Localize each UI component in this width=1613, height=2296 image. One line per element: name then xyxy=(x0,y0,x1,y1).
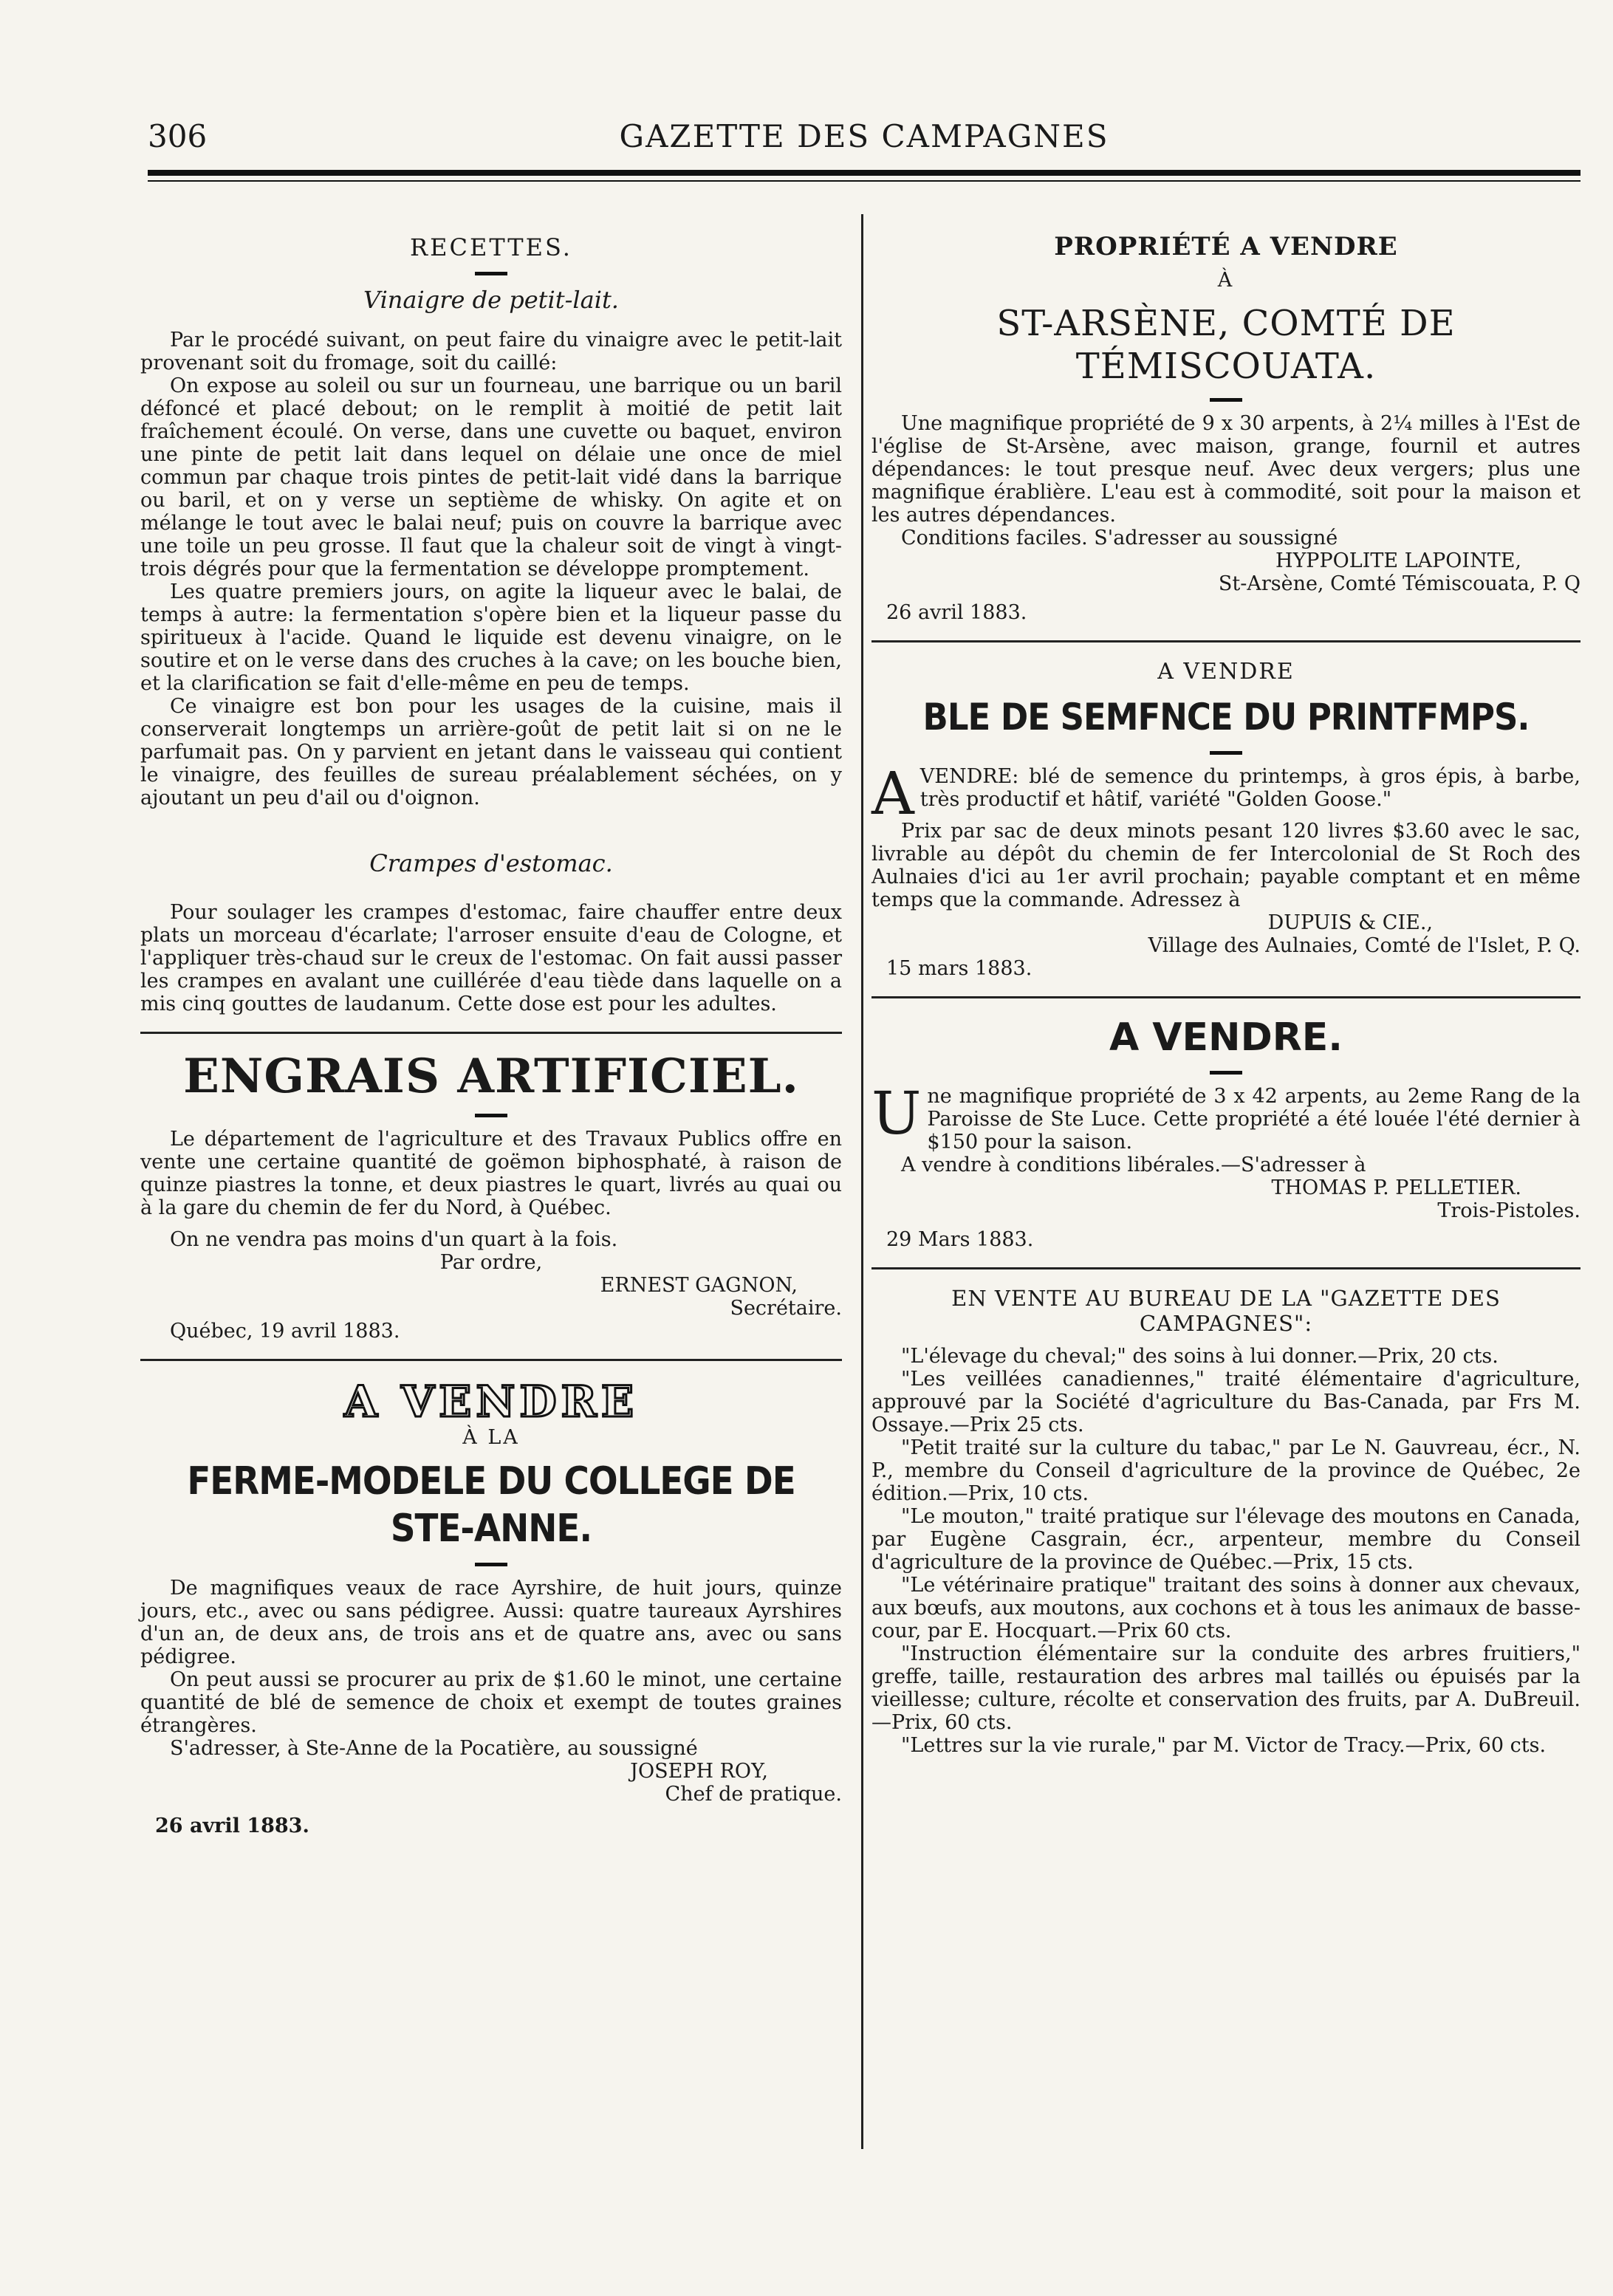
ble-dropcap: A xyxy=(871,759,914,828)
divider-dash xyxy=(1210,751,1242,755)
propriete-section xyxy=(871,232,1581,624)
bureau-item: "L'élevage du cheval;" des soins à lui donner.—Prix, 20 cts. xyxy=(901,1345,1499,1368)
ferme-sub: À LA xyxy=(462,1426,520,1449)
right-column xyxy=(871,222,1581,1757)
bureau-item: "Petit traité sur la culture du tabac," par Le N. Gauvreau, écr., N. P., membre du Conseil d'agriculture de la province de Québec, 2e édition.—Prix, 10 cts. xyxy=(871,1436,1581,1505)
bureau-item: "Le vétérinaire pratique" traitant des soins à donner aux chevaux, aux bœufs, aux moutons, aux cochons et à tous les animaux de basse-cour, par E. Hocquart.—Prix 60 cts. xyxy=(871,1574,1581,1642)
avendre-signer: THOMAS P. PELLETIER. xyxy=(1271,1176,1521,1199)
engrais-paragraph: Le département de l'agriculture et des Travaux Publics offre en vente une certaine quantité de goëmon biphosphaté, à raison de quinze piastres la tonne, et deux piastres le quart, livrés au quai ou à la gare du chemin de fer du Nord, à Québec. xyxy=(140,1128,842,1219)
ferme-heading: A VENDRE xyxy=(343,1377,639,1427)
crampes-paragraph: Pour soulager les crampes d'estomac, faire chauffer entre deux plats un morceau d'écarlate; l'arroser ensuite d'eau de Cologne, et l'appliquer très-chaud sur le creux de l'estomac. On fait aussi passer les crampes en avalant une cuillérée d'eau tiède dans laquelle on a mis cinq gouttes de laudanum. Cette dose est pour les adultes. xyxy=(140,901,842,1015)
ferme-paragraph: On peut aussi se procurer au prix de $1.60 le minot, une certaine quantité de blé de semence de choix et exempt de toutes graines étrangères. xyxy=(140,1668,842,1737)
engrais-paragraph: On ne vendra pas moins d'un quart à la fois. xyxy=(170,1228,618,1251)
recettes-heading: RECETTES. xyxy=(410,233,572,261)
avendre-signer-place: Trois-Pistoles. xyxy=(1437,1199,1581,1222)
avendre-paragraph: A vendre à conditions libérales.—S'adresser à xyxy=(901,1154,1366,1176)
engrais-signer-title: Secrétaire. xyxy=(730,1297,842,1320)
ferme-name: FERME-MODELE DU COLLEGE DE STE-ANNE. xyxy=(187,1459,795,1551)
propriete-date: 26 avril 1883. xyxy=(886,601,1027,624)
ble-title: BLE DE SEMFNCE DU PRINTFMPS. xyxy=(922,696,1530,739)
ble-signer: DUPUIS & CIE., xyxy=(1267,911,1433,934)
ferme-signer: JOSEPH ROY, xyxy=(630,1760,768,1783)
avendre-date: 29 Mars 1883. xyxy=(886,1228,1034,1251)
vinaigre-title: Vinaigre de petit-lait. xyxy=(363,286,619,314)
page-header xyxy=(148,118,1581,162)
ferme-signer-title: Chef de pratique. xyxy=(665,1783,842,1806)
bureau-item: "Instruction élémentaire sur la conduite des arbres fruitiers," greffe, taille, restauration des arbres mal taillés ou épuisés par la vieillesse; culture, récolte et conservation des fruits, par A. DuBreuil.—Prix, 60 cts. xyxy=(871,1642,1581,1734)
bureau-item: "Le mouton," traité pratique sur l'élevage des moutons en Canada, par Eugène Casgrain, écr., arpenteur, membre du Conseil d'agriculture de la province de Québec.—Prix, 15 cts. xyxy=(871,1505,1581,1574)
vinaigre-paragraph: Par le procédé suivant, on peut faire du vinaigre avec le petit-lait provenant soit du fromage, soit du caillé: xyxy=(140,329,842,374)
ble-paragraph: Prix par sac de deux minots pesant 120 livres $3.60 avec le sac, livrable au dépôt du chemin de fer Intercolonial de St Roch des Aulnaies d'ici au 1er avril prochain; payable comptant et en même temps que la commande. Adressez à xyxy=(871,820,1581,911)
section-rule xyxy=(871,1267,1581,1269)
ferme-date: 26 avril 1883. xyxy=(155,1814,309,1837)
header-rule-thick xyxy=(148,170,1581,176)
bureau-item: "Lettres sur la vie rurale," par M. Victor de Tracy.—Prix, 60 cts. xyxy=(901,1734,1547,1757)
engrais-signer: ERNEST GAGNON, xyxy=(600,1274,798,1297)
propriete-signer: HYPPOLITE LAPOINTE, xyxy=(1275,549,1521,572)
section-rule xyxy=(140,1032,842,1034)
bureau-heading: EN VENTE AU BUREAU DE LA "GAZETTE DES CAMPAGNES": xyxy=(951,1286,1501,1336)
page-number: 306 xyxy=(148,118,208,154)
propriete-sub: À xyxy=(1217,269,1235,292)
ble-section xyxy=(871,659,1581,980)
ble-paragraph: VENDRE: blé de semence du printemps, à gros épis, à barbe, très productif et hâtif, variété "Golden Goose." xyxy=(919,765,1581,811)
ble-heading: A VENDRE xyxy=(1157,659,1295,685)
bureau-section xyxy=(871,1286,1581,1757)
avendre-section xyxy=(871,1015,1581,1251)
divider-dash xyxy=(475,272,507,275)
propriete-signer-place: St-Arsène, Comté Témiscouata, P. Q xyxy=(1218,572,1581,595)
avendre-dropcap: U xyxy=(871,1079,922,1148)
divider-dash xyxy=(475,1563,507,1566)
crampes-title: Crampes d'estomac. xyxy=(369,849,613,877)
section-rule xyxy=(871,996,1581,998)
ferme-paragraph: De magnifiques veaux de race Ayrshire, de huit jours, quinze jours, etc., avec ou sans pédigree. Aussi: quatre taureaux Ayrshires d'un an, de deux ans, de trois ans et de quatre ans, avec ou sans pédigree. xyxy=(140,1577,842,1668)
divider-dash xyxy=(1210,398,1242,402)
engrais-heading: ENGRAIS ARTIFICIEL. xyxy=(183,1049,799,1104)
vinaigre-paragraph: Les quatre premiers jours, on agite la liqueur avec le balai, de temps à autre: la fermentation s'opère bien et la liqueur passe du spiritueux à l'acide. Quand le liquide est devenu vinaigre, on le soutire et on le verse dans des cruches à la cave; on les bouche bien, et la clarification se fait d'elle-même en peu de temps. xyxy=(140,580,842,695)
publication-title: GAZETTE DES CAMPAGNES xyxy=(619,118,1109,154)
header-rule-thin xyxy=(148,180,1581,182)
ble-signer-place: Village des Aulnaies, Comté de l'Islet, P. Q. xyxy=(1148,934,1581,957)
propriete-heading: PROPRIÉTÉ A VENDRE xyxy=(1054,232,1398,261)
engrais-date: Québec, 19 avril 1883. xyxy=(170,1320,400,1343)
left-column xyxy=(140,222,842,1837)
propriete-paragraph: Conditions faciles. S'adresser au soussigné xyxy=(901,527,1338,549)
ble-date: 15 mars 1883. xyxy=(886,957,1032,980)
column-divider xyxy=(861,214,863,2149)
section-rule xyxy=(140,1359,842,1361)
section-rule xyxy=(871,640,1581,642)
divider-dash xyxy=(1210,1071,1242,1075)
vinaigre-paragraph: Ce vinaigre est bon pour les usages de la cuisine, mais il conserverait longtemps un arrière-goût de petit lait si on ne le parfumait pas. On y parvient en jetant dans le vaisseau qui contient le vinaigre, des feuilles de sureau préalablement séchées, on y ajoutant un peu d'ail ou d'oignon. xyxy=(140,695,842,809)
avendre-paragraph: ne magnifique propriété de 3 x 42 arpents, au 2eme Rang de la Paroisse de Ste Luce. Cette propriété a été louée l'été dernier à $150 pour la saison. xyxy=(927,1085,1581,1154)
bureau-item: "Les veillées canadiennes," traité élémentaire d'agriculture, approuvé par la Société d'agriculture du Bas-Canada, par Frs M. Ossaye.—Prix 25 cts. xyxy=(871,1368,1581,1436)
engrais-section xyxy=(140,1050,842,1343)
avendre-heading: A VENDRE. xyxy=(1109,1015,1343,1060)
vinaigre-paragraph: On expose au soleil ou sur un fourneau, une barrique ou un baril défoncé et placé debout; on le remplit à moitié de petit lait fraîchement écoulé. On verse, dans une cuvette ou baquet, environ une pinte de petit lait dans lequel on délaie une once de miel commun par chaque trois pintes de petit-lait vidé dans la barrique ou baril, et on y verse un septième de whisky. On agite et on mélange le tout avec le balai neuf; puis on couvre la barrique avec une toile un peu grosse. Il faut que la chaleur soit de vingt à vingt-trois dégrés pour que la fermentation se développe promptement. xyxy=(140,374,842,580)
propriete-place: ST-ARSÈNE, COMTÉ DE TÉMISCOUATA. xyxy=(996,303,1456,387)
par-ordre: Par ordre, xyxy=(439,1251,543,1274)
divider-dash xyxy=(475,1114,507,1117)
propriete-paragraph: Une magnifique propriété de 9 x 30 arpents, à 2¼ milles à l'Est de l'église de St-Arsène, avec maison, grange, fournil et autres dépendances: le tout presque neuf. Avec deux vergers; plus une magnifique érablière. L'eau est à commodité, soit pour la maison et les autres dépendances. xyxy=(871,412,1581,527)
recettes-section xyxy=(140,233,842,1015)
ferme-section xyxy=(140,1377,842,1837)
ferme-paragraph: S'adresser, à Ste-Anne de la Pocatière, au soussigné xyxy=(170,1737,698,1760)
